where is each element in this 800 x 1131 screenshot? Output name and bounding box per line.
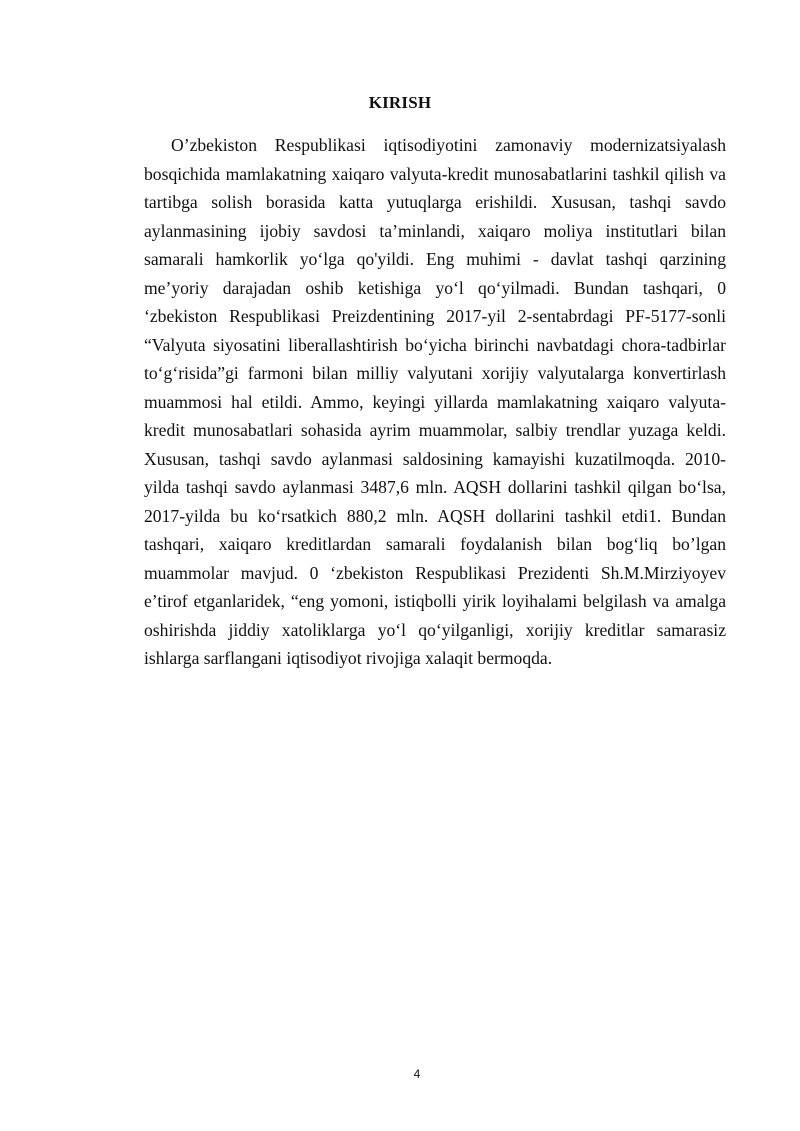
paragraph-line: me’yoriy darajadan oshib ketishiga yo‘l qo‘yilmadi. Bundan tashqari, 0 — [144, 277, 726, 298]
paragraph-line: yilda tashqi savdo aylanmasi 3487,6 mln. AQSH dollarini tashkil qilgan bo‘lsa, — [144, 477, 726, 497]
paragraph-line: aylanmasining ijobiy savdosi ta’minlandi, xaiqaro moliya institutlari bilan — [144, 220, 726, 241]
paragraph-line: tashqari, xaiqaro kreditlardan samarali foydalanish bilan bog‘liq bo’lgan — [144, 534, 726, 554]
paragraph-line: “Valyuta siyosatini liberallashtirish bo‘yicha birinchi navbatdagi chora-tadbirlar — [144, 334, 726, 355]
paragraph-line: tartibga solish borasida katta yutuqlarga erishildi. Xususan, tashqi savdo — [144, 192, 726, 212]
paragraph-line: muammolar mavjud. 0 ‘zbekiston Respublikasi Prezidenti Sh.M.Mirziyoyev — [144, 562, 726, 583]
paragraph-line: e’tirof etganlaridek, “eng yomoni, istiqbolli yirik loyihalami belgilash va amalga — [144, 591, 726, 611]
paragraph-line: oshirishda jiddiy xatoliklarga yo‘l qo‘yilganligi, xorijiy kreditlar samarasiz — [144, 619, 726, 640]
paragraph-line: ishlarga sarflangani iqtisodiyot rivojiga xalaqit bermoqda. — [144, 648, 553, 668]
page-number: 4 — [413, 1067, 421, 1081]
paragraph-line: to‘g‘risida”gi farmoni bilan milliy valyutani xorijiy valyutalarga konvertirlash — [144, 363, 726, 383]
paragraph-line: 2017-yilda bu ko‘rsatkich 880,2 mln. AQSH dollarini tashkil etdi1. Bundan — [144, 505, 726, 526]
paragraph-line: samarali hamkorlik yo‘lga qo'yildi. Eng muhimi - davlat tashqi qarzining — [144, 249, 726, 269]
paragraph-line: ‘zbekiston Respublikasi Preizdentining 2017-yil 2-sentabrdagi PF-5177-sonli — [144, 306, 726, 326]
body-paragraph — [144, 131, 726, 673]
paragraph-line: O’zbekiston Respublikasi iqtisodiyotini zamonaviy modernizatsiyalash — [171, 135, 726, 155]
paragraph-line: bosqichida mamlakatning xaiqaro valyuta-kredit munosabatlarini tashkil qilish va — [144, 163, 726, 184]
paragraph-line: Xususan, tashqi savdo aylanmasi saldosining kamayishi kuzatilmoqda. 2010- — [144, 448, 726, 469]
paragraph-line: muammosi hal etildi. Ammo, keyingi yillarda mamlakatning xaiqaro valyuta- — [144, 391, 726, 412]
section-heading: KIRISH — [368, 93, 432, 112]
paragraph-line: kredit munosabatlari sohasida ayrim muammolar, salbiy trendlar yuzaga keldi. — [144, 420, 726, 440]
